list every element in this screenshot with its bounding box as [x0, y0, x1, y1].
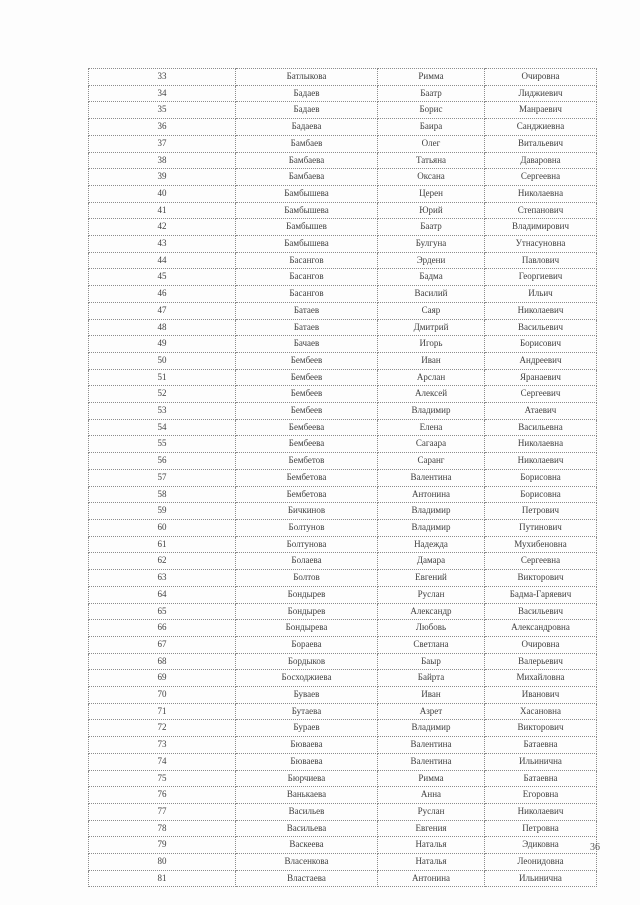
patronymic-cell: Атаевич [485, 403, 597, 420]
first-name-cell: Василий [378, 286, 485, 303]
first-name-cell: Байрта [378, 670, 485, 687]
patronymic-cell: Николаевич [485, 803, 597, 820]
surname-cell: Бюрчиева [236, 770, 378, 787]
patronymic-cell: Ильинична [485, 753, 597, 770]
first-name-cell: Римма [378, 770, 485, 787]
table-row [89, 219, 597, 236]
surname-cell: Бембеева [236, 436, 378, 453]
surname-cell: Бордыков [236, 653, 378, 670]
first-name-cell: Наталья [378, 837, 485, 854]
surname-cell: Бадаев [236, 85, 378, 102]
row-number-cell: 69 [89, 670, 236, 687]
table-row [89, 787, 597, 804]
patronymic-cell: Петровна [485, 820, 597, 837]
table-row [89, 352, 597, 369]
table-row [89, 269, 597, 286]
surname-cell: Бадаев [236, 102, 378, 119]
surname-cell: Бембетов [236, 453, 378, 470]
table-row [89, 135, 597, 152]
surname-cell: Басангов [236, 252, 378, 269]
first-name-cell: Анна [378, 787, 485, 804]
patronymic-cell: Борисович [485, 336, 597, 353]
row-number-cell: 52 [89, 386, 236, 403]
first-name-cell: Владимир [378, 720, 485, 737]
table-row [89, 252, 597, 269]
row-number-cell: 41 [89, 202, 236, 219]
surname-cell: Болтунова [236, 536, 378, 553]
first-name-cell: Руслан [378, 803, 485, 820]
table-row [89, 236, 597, 253]
patronymic-cell: Эдиковна [485, 837, 597, 854]
row-number-cell: 49 [89, 336, 236, 353]
table-row [89, 703, 597, 720]
first-name-cell: Александр [378, 603, 485, 620]
row-number-cell: 80 [89, 854, 236, 871]
patronymic-cell: Борисовна [485, 486, 597, 503]
patronymic-cell: Ильич [485, 286, 597, 303]
row-number-cell: 56 [89, 453, 236, 470]
patronymic-cell: Путинович [485, 519, 597, 536]
surname-cell: Бамбаева [236, 152, 378, 169]
first-name-cell: Сагаара [378, 436, 485, 453]
first-name-cell: Владимир [378, 519, 485, 536]
table-row [89, 820, 597, 837]
surname-cell: Бамбышева [236, 236, 378, 253]
patronymic-cell: Борисовна [485, 469, 597, 486]
patronymic-cell: Утнасуновна [485, 236, 597, 253]
first-name-cell: Дамара [378, 553, 485, 570]
table-row [89, 803, 597, 820]
first-name-cell: Евгения [378, 820, 485, 837]
table-row [89, 586, 597, 603]
page-number: 36 [590, 842, 600, 853]
row-number-cell: 65 [89, 603, 236, 620]
first-name-cell: Валентина [378, 737, 485, 754]
surname-cell: Бембеев [236, 369, 378, 386]
table-row [89, 519, 597, 536]
first-name-cell: Иван [378, 352, 485, 369]
surname-cell: Бондырев [236, 586, 378, 603]
surname-cell: Властаева [236, 870, 378, 887]
table-row [89, 670, 597, 687]
table-row [89, 603, 597, 620]
surname-cell: Болтунов [236, 519, 378, 536]
patronymic-cell: Витальевич [485, 135, 597, 152]
table-row [89, 119, 597, 136]
table-row [89, 837, 597, 854]
table-row [89, 553, 597, 570]
surname-cell: Бюваева [236, 737, 378, 754]
patronymic-cell: Андреевич [485, 352, 597, 369]
patronymic-cell: Мухибеновна [485, 536, 597, 553]
row-number-cell: 47 [89, 302, 236, 319]
surname-cell: Бадаева [236, 119, 378, 136]
table-row [89, 102, 597, 119]
surname-cell: Болаева [236, 553, 378, 570]
table-row [89, 453, 597, 470]
surname-cell: Батлыкова [236, 69, 378, 86]
surname-cell: Бембеева [236, 419, 378, 436]
row-number-cell: 45 [89, 269, 236, 286]
surname-cell: Бичкинов [236, 503, 378, 520]
row-number-cell: 68 [89, 653, 236, 670]
surname-cell: Буваев [236, 687, 378, 704]
table-row [89, 653, 597, 670]
patronymic-cell: Батаевна [485, 737, 597, 754]
first-name-cell: Баыр [378, 653, 485, 670]
row-number-cell: 76 [89, 787, 236, 804]
first-name-cell: Баатр [378, 219, 485, 236]
surname-cell: Власенкова [236, 854, 378, 871]
first-name-cell: Борис [378, 102, 485, 119]
table-row [89, 720, 597, 737]
surname-cell: Батаев [236, 319, 378, 336]
surname-cell: Бамбышев [236, 219, 378, 236]
patronymic-cell: Николаевич [485, 302, 597, 319]
row-number-cell: 54 [89, 419, 236, 436]
table-row [89, 185, 597, 202]
table-row [89, 302, 597, 319]
patronymic-cell: Иванович [485, 687, 597, 704]
surname-cell: Босходжиева [236, 670, 378, 687]
row-number-cell: 64 [89, 586, 236, 603]
surname-cell: Бачаев [236, 336, 378, 353]
patronymic-cell: Сергеевна [485, 553, 597, 570]
table-row [89, 687, 597, 704]
patronymic-cell: Васильевич [485, 319, 597, 336]
table-row [89, 737, 597, 754]
patronymic-cell: Ильинична [485, 870, 597, 887]
first-name-cell: Евгений [378, 570, 485, 587]
row-number-cell: 48 [89, 319, 236, 336]
first-name-cell: Антонина [378, 486, 485, 503]
patronymic-cell: Хасановна [485, 703, 597, 720]
row-number-cell: 73 [89, 737, 236, 754]
table-row [89, 169, 597, 186]
first-name-cell: Владимир [378, 403, 485, 420]
first-name-cell: Оксана [378, 169, 485, 186]
surname-cell: Батаев [236, 302, 378, 319]
first-name-cell: Баатр [378, 85, 485, 102]
first-name-cell: Светлана [378, 636, 485, 653]
table-row [89, 319, 597, 336]
row-number-cell: 79 [89, 837, 236, 854]
row-number-cell: 63 [89, 570, 236, 587]
first-name-cell: Арслан [378, 369, 485, 386]
patronymic-cell: Лиджиевич [485, 85, 597, 102]
row-number-cell: 34 [89, 85, 236, 102]
patronymic-cell: Яранаевич [485, 369, 597, 386]
first-name-cell: Елена [378, 419, 485, 436]
row-number-cell: 81 [89, 870, 236, 887]
row-number-cell: 70 [89, 687, 236, 704]
row-number-cell: 42 [89, 219, 236, 236]
patronymic-cell: Манраевич [485, 102, 597, 119]
first-name-cell: Булгуна [378, 236, 485, 253]
surname-cell: Бораева [236, 636, 378, 653]
first-name-cell: Наталья [378, 854, 485, 871]
surname-cell: Бамбаева [236, 169, 378, 186]
patronymic-cell: Сергеевна [485, 169, 597, 186]
table-row [89, 286, 597, 303]
row-number-cell: 72 [89, 720, 236, 737]
table-row [89, 436, 597, 453]
patronymic-cell: Очировна [485, 69, 597, 86]
first-name-cell: Юрий [378, 202, 485, 219]
first-name-cell: Саранг [378, 453, 485, 470]
row-number-cell: 37 [89, 135, 236, 152]
row-number-cell: 43 [89, 236, 236, 253]
table-row [89, 770, 597, 787]
surname-cell: Басангов [236, 269, 378, 286]
patronymic-cell: Сергеевич [485, 386, 597, 403]
first-name-cell: Церен [378, 185, 485, 202]
roster-table-body [89, 69, 597, 887]
surname-cell: Бембетова [236, 469, 378, 486]
first-name-cell: Алексей [378, 386, 485, 403]
patronymic-cell: Васильевна [485, 419, 597, 436]
first-name-cell: Валентина [378, 469, 485, 486]
row-number-cell: 53 [89, 403, 236, 420]
patronymic-cell: Бадма-Гаряевич [485, 586, 597, 603]
row-number-cell: 71 [89, 703, 236, 720]
row-number-cell: 50 [89, 352, 236, 369]
surname-cell: Васильева [236, 820, 378, 837]
first-name-cell: Эрдени [378, 252, 485, 269]
patronymic-cell: Николаевич [485, 453, 597, 470]
surname-cell: Бембеев [236, 386, 378, 403]
patronymic-cell: Очировна [485, 636, 597, 653]
surname-cell: Болтов [236, 570, 378, 587]
patronymic-cell: Владимирович [485, 219, 597, 236]
table-row [89, 403, 597, 420]
row-number-cell: 44 [89, 252, 236, 269]
first-name-cell: Римма [378, 69, 485, 86]
row-number-cell: 78 [89, 820, 236, 837]
row-number-cell: 61 [89, 536, 236, 553]
surname-cell: Бондырев [236, 603, 378, 620]
row-number-cell: 67 [89, 636, 236, 653]
patronymic-cell: Александровна [485, 620, 597, 637]
first-name-cell: Баира [378, 119, 485, 136]
row-number-cell: 59 [89, 503, 236, 520]
first-name-cell: Валентина [378, 753, 485, 770]
first-name-cell: Антонина [378, 870, 485, 887]
surname-cell: Бюваева [236, 753, 378, 770]
patronymic-cell: Санджиевна [485, 119, 597, 136]
row-number-cell: 77 [89, 803, 236, 820]
patronymic-cell: Викторович [485, 570, 597, 587]
table-row [89, 336, 597, 353]
table-row [89, 636, 597, 653]
patronymic-cell: Николаевна [485, 185, 597, 202]
row-number-cell: 55 [89, 436, 236, 453]
table-row [89, 386, 597, 403]
table-row [89, 69, 597, 86]
row-number-cell: 38 [89, 152, 236, 169]
row-number-cell: 57 [89, 469, 236, 486]
patronymic-cell: Васильевич [485, 603, 597, 620]
row-number-cell: 46 [89, 286, 236, 303]
first-name-cell: Руслан [378, 586, 485, 603]
first-name-cell: Любовь [378, 620, 485, 637]
surname-cell: Бембетова [236, 486, 378, 503]
table-row [89, 85, 597, 102]
row-number-cell: 66 [89, 620, 236, 637]
table-row [89, 369, 597, 386]
patronymic-cell: Павлович [485, 252, 597, 269]
surname-cell: Васильев [236, 803, 378, 820]
first-name-cell: Татьяна [378, 152, 485, 169]
table-row [89, 486, 597, 503]
first-name-cell: Бадма [378, 269, 485, 286]
first-name-cell: Олег [378, 135, 485, 152]
surname-cell: Бураев [236, 720, 378, 737]
row-number-cell: 58 [89, 486, 236, 503]
surname-cell: Бамбаев [236, 135, 378, 152]
table-row [89, 870, 597, 887]
row-number-cell: 39 [89, 169, 236, 186]
surname-cell: Васкеева [236, 837, 378, 854]
first-name-cell: Дмитрий [378, 319, 485, 336]
patronymic-cell: Георгиевич [485, 269, 597, 286]
patronymic-cell: Даваровна [485, 152, 597, 169]
roster-table [88, 68, 597, 887]
first-name-cell: Игорь [378, 336, 485, 353]
table-row [89, 854, 597, 871]
row-number-cell: 33 [89, 69, 236, 86]
patronymic-cell: Николаевна [485, 436, 597, 453]
table-row [89, 620, 597, 637]
surname-cell: Бембеев [236, 403, 378, 420]
surname-cell: Ванькаева [236, 787, 378, 804]
first-name-cell: Саяр [378, 302, 485, 319]
surname-cell: Бондырева [236, 620, 378, 637]
table-row [89, 503, 597, 520]
table-row [89, 753, 597, 770]
row-number-cell: 60 [89, 519, 236, 536]
table-row [89, 152, 597, 169]
patronymic-cell: Егоровна [485, 787, 597, 804]
patronymic-cell: Викторович [485, 720, 597, 737]
row-number-cell: 36 [89, 119, 236, 136]
surname-cell: Бамбышева [236, 202, 378, 219]
first-name-cell: Надежда [378, 536, 485, 553]
row-number-cell: 40 [89, 185, 236, 202]
surname-cell: Бутаева [236, 703, 378, 720]
patronymic-cell: Петрович [485, 503, 597, 520]
patronymic-cell: Валерьевич [485, 653, 597, 670]
patronymic-cell: Леонидовна [485, 854, 597, 871]
row-number-cell: 74 [89, 753, 236, 770]
patronymic-cell: Степанович [485, 202, 597, 219]
row-number-cell: 75 [89, 770, 236, 787]
row-number-cell: 35 [89, 102, 236, 119]
table-row [89, 469, 597, 486]
first-name-cell: Владимир [378, 503, 485, 520]
surname-cell: Бамбышева [236, 185, 378, 202]
table-row [89, 202, 597, 219]
patronymic-cell: Батаевна [485, 770, 597, 787]
table-row [89, 419, 597, 436]
table-row [89, 570, 597, 587]
surname-cell: Бембеев [236, 352, 378, 369]
table-row [89, 536, 597, 553]
surname-cell: Басангов [236, 286, 378, 303]
first-name-cell: Иван [378, 687, 485, 704]
first-name-cell: Азрет [378, 703, 485, 720]
row-number-cell: 62 [89, 553, 236, 570]
patronymic-cell: Михайловна [485, 670, 597, 687]
row-number-cell: 51 [89, 369, 236, 386]
